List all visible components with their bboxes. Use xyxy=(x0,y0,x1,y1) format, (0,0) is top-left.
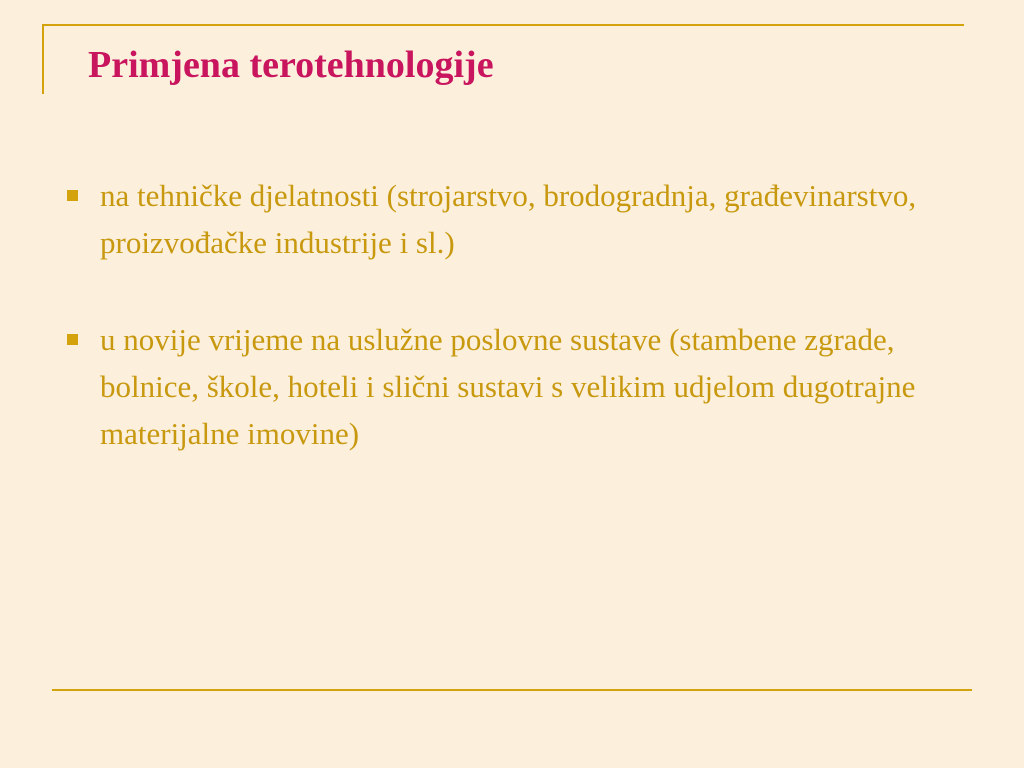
title-frame-top-line xyxy=(42,24,964,26)
title-frame-left-line xyxy=(42,24,44,94)
slide-title: Primjena terotehnologije xyxy=(88,44,494,86)
bullet-item xyxy=(64,172,974,266)
bullet-list xyxy=(64,172,974,507)
square-bullet-icon xyxy=(67,190,78,201)
bullet-text: na tehničke djelatnosti (strojarstvo, brodogradnja, građevinarstvo, proizvođačke industrije i sl.) xyxy=(100,178,917,260)
bullet-text: u novije vrijeme na uslužne poslovne sustave (stambene zgrade, bolnice, škole, hoteli i slični sustavi s velikim udjelom dugotrajne materijalne imovine) xyxy=(100,322,916,451)
footer-divider xyxy=(52,689,972,691)
square-bullet-icon xyxy=(67,334,78,345)
bullet-item xyxy=(64,316,974,457)
